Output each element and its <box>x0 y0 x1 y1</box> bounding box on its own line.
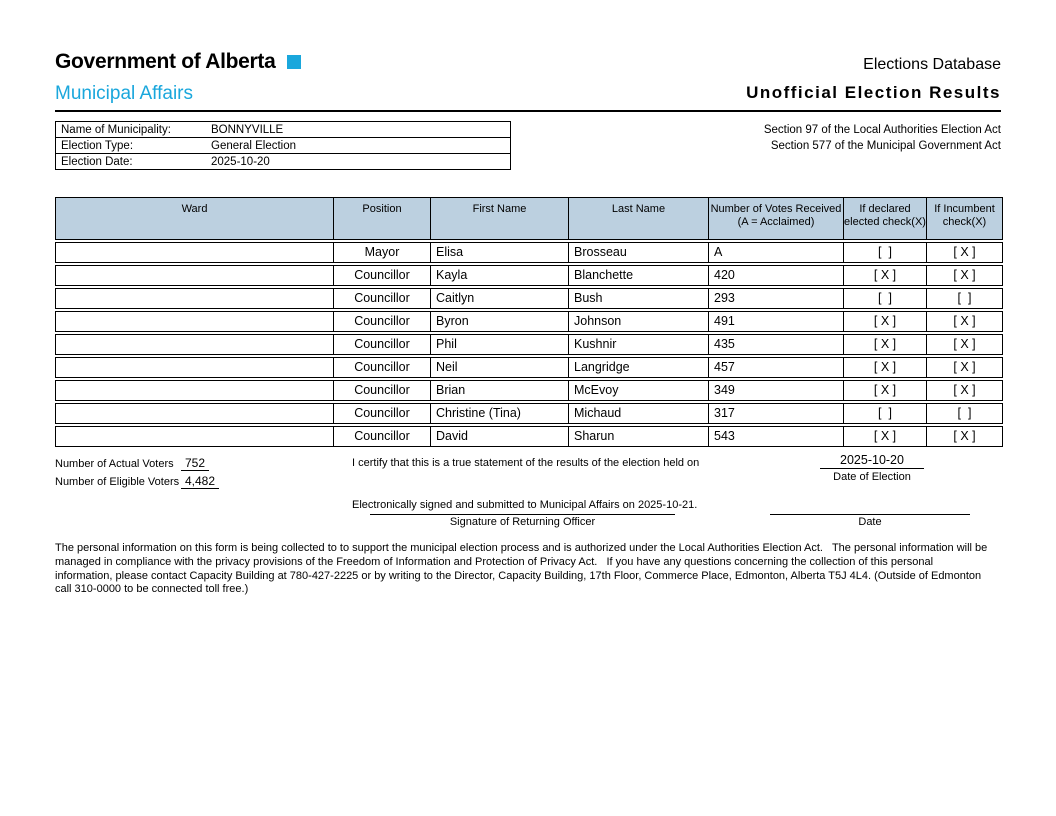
cell-incumbent: [ X ] <box>926 381 1002 400</box>
cell-first-name: Elisa <box>430 243 568 262</box>
signature-block <box>370 514 675 528</box>
document-subtitle: Unofficial Election Results <box>746 83 1001 102</box>
eligible-voters-label: Number of Eligible Voters <box>55 476 180 488</box>
cell-last-name: Brosseau <box>568 243 708 262</box>
cell-position: Councillor <box>333 404 430 423</box>
table-row <box>55 403 1003 424</box>
cell-first-name: Kayla <box>430 266 568 285</box>
cell-first-name: Caitlyn <box>430 289 568 308</box>
table-row <box>55 380 1003 401</box>
cell-declared: [ X ] <box>843 335 926 354</box>
signature-label: Signature of Returning Officer <box>449 516 596 528</box>
eligible-voters-value: 4,482 <box>181 474 219 489</box>
municipality-value: BONNYVILLE <box>211 123 284 136</box>
cell-ward <box>56 289 333 308</box>
cell-first-name: Brian <box>430 381 568 400</box>
column-header-ward: Ward <box>181 203 208 215</box>
table-row <box>55 426 1003 447</box>
cell-declared: [ ] <box>843 289 926 308</box>
cell-position: Councillor <box>333 358 430 377</box>
cell-last-name: Johnson <box>568 312 708 331</box>
cell-ward <box>56 243 333 262</box>
cell-position: Councillor <box>333 335 430 354</box>
election-type-label: Election Type: <box>61 139 134 152</box>
cell-incumbent: [ X ] <box>926 243 1002 262</box>
cell-incumbent: [ X ] <box>926 427 1002 446</box>
act-reference-1: Section 97 of the Local Authorities Election Act <box>763 124 1001 136</box>
cell-position: Councillor <box>333 312 430 331</box>
cell-last-name: Bush <box>568 289 708 308</box>
electronic-signature-note: Electronically signed and submitted to Municipal Affairs on 2025-10-21. <box>352 499 698 511</box>
government-logo <box>55 50 301 74</box>
cell-declared: [ ] <box>843 243 926 262</box>
election-date-label: Election Date: <box>61 155 133 168</box>
actual-voters-label: Number of Actual Voters <box>55 458 174 470</box>
cell-last-name: Blanchette <box>568 266 708 285</box>
cell-votes: 293 <box>708 289 843 308</box>
actual-voters-row <box>55 456 219 471</box>
certified-election-date <box>820 453 924 483</box>
cell-declared: [ ] <box>843 404 926 423</box>
cell-position: Councillor <box>333 289 430 308</box>
cell-last-name: McEvoy <box>568 381 708 400</box>
results-table-body <box>55 242 1003 447</box>
election-type-value: General Election <box>211 139 297 152</box>
certification-statement: I certify that this is a true statement of the results of the election held on <box>352 457 700 469</box>
municipality-label: Name of Municipality: <box>61 123 171 136</box>
table-row <box>55 242 1003 263</box>
cell-ward <box>56 312 333 331</box>
cell-first-name: Byron <box>430 312 568 331</box>
cell-position: Councillor <box>333 381 430 400</box>
cell-votes: 491 <box>708 312 843 331</box>
cell-votes: A <box>708 243 843 262</box>
info-row-election-type <box>55 137 511 154</box>
certified-election-date-value: 2025-10-20 <box>820 453 924 469</box>
cell-ward <box>56 404 333 423</box>
cell-position: Councillor <box>333 266 430 285</box>
cell-votes: 317 <box>708 404 843 423</box>
cell-first-name: Phil <box>430 335 568 354</box>
column-header-first-name: First Name <box>430 198 568 239</box>
column-header-votes: Number of Votes Received (A = Acclaimed) <box>708 198 843 239</box>
cell-votes: 543 <box>708 427 843 446</box>
cell-votes: 435 <box>708 335 843 354</box>
voter-counts <box>55 456 219 492</box>
cell-position: Councillor <box>333 427 430 446</box>
cell-first-name: Christine (Tina) <box>430 404 568 423</box>
privacy-notice: The personal information on this form is being collected to to support the municipal election process and is authorized under the Local Authorities Election Act. The personal information will be managed in compliance with the privacy provisions of the Freedom of Information and Protection of Privacy Act. If you have any questions concerning the collection of this personal information, please contact Capacity Building at 780-427-2225 or by writing to the Director, Capacity Building, 17th Floor, Commerce Place, Edmonton, Alberta T5J 4L4. (Outside of Edmonton call 310-0000 to be connected toll free.) <box>55 542 991 596</box>
table-row <box>55 357 1003 378</box>
cell-last-name: Sharun <box>568 427 708 446</box>
cell-last-name: Langridge <box>568 358 708 377</box>
actual-voters-value: 752 <box>181 456 209 471</box>
document-title: Elections Database <box>863 56 1001 73</box>
column-header-last-name: Last Name <box>568 198 708 239</box>
info-row-election-date <box>55 153 511 170</box>
column-header-incumbent: If Incumbent check(X) <box>926 198 1002 239</box>
brand-square-icon <box>287 55 301 69</box>
municipal-affairs-subtitle: Municipal Affairs <box>55 83 193 104</box>
cell-incumbent: [ X ] <box>926 335 1002 354</box>
cell-votes: 349 <box>708 381 843 400</box>
cell-last-name: Michaud <box>568 404 708 423</box>
cell-declared: [ X ] <box>843 266 926 285</box>
cell-first-name: David <box>430 427 568 446</box>
header-divider <box>55 110 1001 112</box>
cell-declared: [ X ] <box>843 381 926 400</box>
cell-incumbent: [ X ] <box>926 358 1002 377</box>
act-reference-2: Section 577 of the Municipal Government Act <box>770 140 1001 152</box>
election-date-value: 2025-10-20 <box>211 155 270 168</box>
certified-election-date-label: Date of Election <box>833 471 911 483</box>
cell-declared: [ X ] <box>843 312 926 331</box>
info-row-municipality <box>55 121 511 138</box>
eligible-voters-row <box>55 474 219 489</box>
cell-incumbent: [ X ] <box>926 266 1002 285</box>
column-header-position: Position <box>333 198 430 239</box>
cell-incumbent: [ X ] <box>926 312 1002 331</box>
cell-ward <box>56 381 333 400</box>
column-header-declared: If declared elected check(X) <box>843 198 926 239</box>
cell-ward <box>56 266 333 285</box>
date-label: Date <box>858 516 882 528</box>
table-row <box>55 265 1003 286</box>
cell-declared: [ X ] <box>843 358 926 377</box>
cell-incumbent: [ ] <box>926 289 1002 308</box>
cell-ward <box>56 358 333 377</box>
municipality-info-box <box>55 121 511 170</box>
table-row <box>55 311 1003 332</box>
cell-incumbent: [ ] <box>926 404 1002 423</box>
results-table <box>55 197 1003 447</box>
cell-ward <box>56 335 333 354</box>
cell-last-name: Kushnir <box>568 335 708 354</box>
table-row <box>55 334 1003 355</box>
act-references <box>764 122 1001 154</box>
results-table-header <box>55 197 1003 240</box>
cell-ward <box>56 427 333 446</box>
cell-first-name: Neil <box>430 358 568 377</box>
government-logo-title: Government of Alberta <box>55 50 276 73</box>
table-row <box>55 288 1003 309</box>
cell-votes: 420 <box>708 266 843 285</box>
cell-position: Mayor <box>333 243 430 262</box>
date-block <box>770 514 970 528</box>
cell-declared: [ X ] <box>843 427 926 446</box>
cell-votes: 457 <box>708 358 843 377</box>
